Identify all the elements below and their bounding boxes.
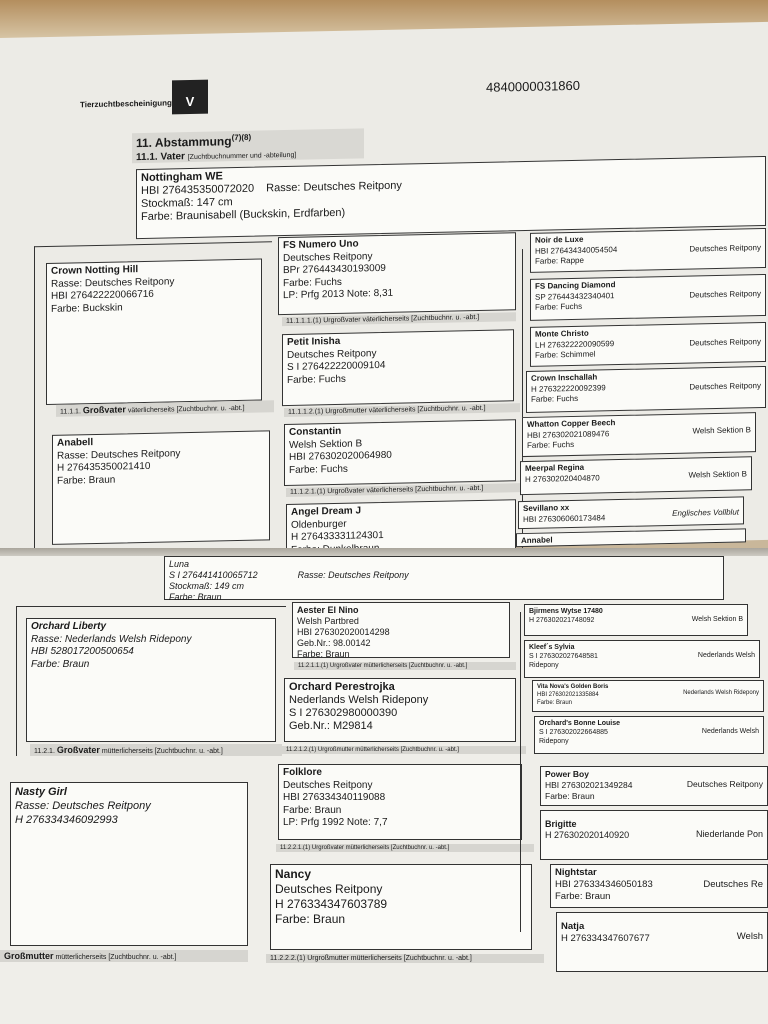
gm-vs-farbe: Farbe: Braun bbox=[57, 474, 116, 487]
top-g4-5-rasse: Welsh Sektion B bbox=[692, 425, 751, 436]
top-g4-7-ueln: HBI 276306060173484 bbox=[523, 512, 606, 524]
grossvater-ms-box bbox=[26, 618, 276, 742]
bot-g4-7-ueln: HBI 276334346050183 bbox=[555, 879, 653, 890]
abstammung-footnote: (7)(8) bbox=[231, 132, 252, 143]
ugm1-ueln: S I 276422220009104 bbox=[287, 359, 386, 373]
top-g4-4-name: Crown Inschallah bbox=[531, 372, 598, 383]
gm-ms-label-title: Großmutter bbox=[4, 951, 54, 961]
top-page bbox=[0, 22, 768, 556]
gv-vs-label-title: Großvater bbox=[82, 404, 126, 416]
urgrossvater-3-box bbox=[292, 602, 510, 658]
ugm3-gebnr: Geb.Nr.: M29814 bbox=[289, 720, 373, 732]
gm-vs-name: Anabell bbox=[57, 437, 94, 449]
ugm2-rasse: Oldenburger bbox=[291, 518, 347, 531]
urgrossvater-1-box bbox=[278, 232, 516, 315]
urgrossmutter-4-box bbox=[270, 864, 532, 950]
ugm1-rasse: Deutsches Reitpony bbox=[287, 347, 377, 361]
ururgross-top-1 bbox=[530, 228, 766, 273]
abstammung-title: 11. Abstammung bbox=[136, 134, 232, 151]
top-g4-4-ueln: H 276322220092399 bbox=[531, 382, 606, 394]
ugv3-name: Aester El Nino bbox=[297, 605, 359, 615]
top-g4-4-farbe: Farbe: Fuchs bbox=[531, 393, 579, 404]
ururgross-bot-3 bbox=[532, 680, 764, 712]
urgrossvater-1-label: 11.1.1.1.(1) Urgroßvater väterlicherseits [Zuchtbuchnr. u. -abt.] bbox=[282, 312, 516, 326]
gv-ms-rasse: Rasse: Nederlands Welsh Ridepony bbox=[31, 633, 192, 645]
ururgross-bot-7 bbox=[550, 864, 768, 908]
urgrossvater-2-label: 11.1.2.1.(1) Urgroßvater väterlicherseits [Zuchtbuchnr. u. -abt.] bbox=[286, 483, 520, 497]
mutter-ueln: S I 276441410065712 bbox=[169, 570, 258, 580]
bot-g4-4-farbe: Ridepony bbox=[539, 738, 569, 745]
urgrossmutter-4-label: 11.2.2.2.(1) Urgroßmutter mütterlicherseits [Zuchtbuchnr. u. -abt.] bbox=[266, 954, 544, 963]
top-g4-7-rasse: Englisches Vollblut bbox=[672, 507, 739, 518]
gm-ms-ueln: H 276334346092993 bbox=[15, 814, 118, 826]
ugm2-name: Angel Dream J bbox=[291, 505, 362, 518]
vater-farbe: Farbe: Braunisabell (Buckskin, Erdfarben) bbox=[141, 206, 346, 224]
ugv4-farbe: Farbe: Braun bbox=[283, 804, 342, 816]
bot-g4-5-ueln: HBI 276302021349284 bbox=[545, 780, 633, 790]
urgrossvater-4-box bbox=[278, 764, 522, 840]
bot-g4-2-name: Kleef´s Sylvia bbox=[529, 644, 575, 651]
ugm1-farbe: Farbe: Fuchs bbox=[287, 373, 346, 386]
top-g4-6-ueln: H 276302020404870 bbox=[525, 472, 600, 484]
gv-ms-label-num: 11.2.1. bbox=[34, 748, 55, 755]
ugv1-lp: LP: Prfg 2013 Note: 8,31 bbox=[283, 287, 394, 302]
top-g4-6-rasse: Welsh Sektion B bbox=[688, 469, 747, 480]
bot-g4-4-name: Orchard's Bonne Louise bbox=[539, 720, 621, 727]
ugm2-ueln: H 276433331124301 bbox=[291, 529, 384, 543]
urgrossvater-3-label: 11.2.1.1.(1) Urgroßvater mütterlicherseits [Zuchtbuchnr. u. -abt.] bbox=[294, 662, 516, 670]
bot-g4-6-name: Brigitte bbox=[545, 819, 577, 829]
doc-title: Tierzuchtbescheinigung bbox=[80, 98, 172, 110]
gv-vs-farbe: Farbe: Buckskin bbox=[51, 301, 123, 315]
ugv1-farbe: Farbe: Fuchs bbox=[283, 276, 342, 289]
bot-g4-8-rasse: Welsh bbox=[736, 931, 763, 942]
ururgross-top-3 bbox=[530, 322, 766, 367]
ugm3-name: Orchard Perestrojka bbox=[289, 681, 395, 693]
gm-ms-rasse: Rasse: Deutsches Reitpony bbox=[15, 800, 151, 812]
grossvater-vs-box bbox=[46, 259, 262, 406]
bot-g4-8-ueln: H 276334347607677 bbox=[561, 933, 650, 944]
ururgross-top-4 bbox=[526, 366, 766, 413]
top-g4-5-name: Whatton Copper Beech bbox=[527, 418, 616, 429]
ururgross-top-5 bbox=[522, 412, 756, 457]
bot-g4-1-rasse: Welsh Sektion B bbox=[691, 616, 743, 623]
top-g4-3-farbe: Farbe: Schimmel bbox=[535, 349, 596, 360]
tree-line bbox=[520, 612, 521, 932]
bot-g4-6-rasse: Niederlande Pon bbox=[695, 829, 763, 839]
vater-rasse: Rasse: Deutsches Reitpony bbox=[266, 179, 402, 195]
ururgross-bot-5 bbox=[540, 766, 768, 806]
gv-vs-label-num: 11.1.1. bbox=[60, 408, 81, 416]
top-g4-6-name: Meerpal Regina bbox=[525, 462, 585, 474]
bot-g4-5-rasse: Deutsches Reitpony bbox=[686, 779, 763, 789]
bot-g4-5-farbe: Farbe: Braun bbox=[545, 791, 595, 801]
bot-g4-7-name: Nightstar bbox=[555, 867, 597, 878]
ugv2-rasse: Welsh Sektion B bbox=[289, 437, 363, 451]
urgrossmutter-1-label: 11.1.1.2.(1) Urgroßmutter väterlicherseits [Zuchtbuchnr. u. -abt.] bbox=[284, 403, 520, 417]
ugm4-farbe: Farbe: Braun bbox=[275, 912, 346, 926]
bot-g4-3-farbe: Farbe: Braun bbox=[537, 700, 573, 706]
mutter-rasse: Rasse: Deutsches Reitpony bbox=[297, 570, 409, 580]
section-letter-badge: V bbox=[172, 80, 208, 115]
ugv4-rasse: Deutsches Reitpony bbox=[283, 779, 373, 791]
top-g4-2-farbe: Farbe: Fuchs bbox=[535, 301, 583, 312]
bot-g4-7-farbe: Farbe: Braun bbox=[555, 891, 611, 902]
urgrossmutter-1-box bbox=[282, 329, 514, 406]
ugv3-farbe: Farbe: Braun bbox=[297, 649, 350, 659]
ururgross-top-6 bbox=[520, 456, 752, 495]
gv-vs-rasse: Rasse: Deutsches Reitpony bbox=[51, 275, 175, 290]
gv-ms-label-title: Großvater bbox=[56, 745, 100, 755]
mutter-farbe: Farbe: Braun bbox=[169, 592, 222, 602]
gv-ms-name: Orchard Liberty bbox=[31, 621, 107, 632]
gv-ms-farbe: Farbe: Braun bbox=[31, 658, 90, 670]
gm-ms-label-rest: mütterlicherseits [Zuchtbuchnr. u. -abt.] bbox=[55, 954, 177, 961]
gv-vs-name: Crown Notting Hill bbox=[51, 264, 139, 277]
top-g4-1-ueln: HBI 276434340054504 bbox=[535, 244, 618, 256]
vater-title: 11.1. Vater bbox=[136, 151, 185, 164]
top-g4-3-ueln: LH 276322220090599 bbox=[535, 338, 615, 350]
bottom-page bbox=[0, 556, 768, 1024]
mutter-box bbox=[164, 556, 724, 600]
gm-vs-ueln: H 276435350021410 bbox=[57, 460, 151, 474]
vater-stockmass: Stockmaß: 147 cm bbox=[141, 196, 233, 211]
ugv2-farbe: Farbe: Fuchs bbox=[289, 463, 348, 476]
vater-ueln: HBI 276435350072020 bbox=[141, 182, 255, 198]
top-g4-5-farbe: Farbe: Fuchs bbox=[527, 439, 575, 450]
urgrossmutter-3-label: 11.2.1.2.(1) Urgroßmutter mütterlicherseits [Zuchtbuchnr. u. -abt.] bbox=[282, 746, 526, 754]
ugv1-rasse: Deutsches Reitpony bbox=[283, 250, 373, 264]
grossvater-ms-label bbox=[30, 744, 282, 756]
ururgross-bot-8 bbox=[556, 912, 768, 972]
ugv3-ueln: HBI 276302020014298 bbox=[297, 627, 390, 637]
bot-g4-3-name: Vita Nova's Golden Boris bbox=[537, 684, 609, 690]
bot-g4-1-ueln: H 276302021748092 bbox=[529, 617, 595, 624]
top-g4-1-rasse: Deutsches Reitpony bbox=[689, 243, 761, 254]
ururgross-top-2 bbox=[530, 274, 766, 321]
ugv2-name: Constantin bbox=[289, 425, 342, 438]
ugv1-name: FS Numero Uno bbox=[283, 238, 359, 252]
ugv4-lp: LP: Prfg 1992 Note: 7,7 bbox=[283, 817, 388, 828]
grossmutter-ms-label bbox=[0, 950, 248, 962]
top-g4-7-name: Sevillano xx bbox=[523, 503, 570, 514]
ururgross-top-8 bbox=[516, 528, 746, 547]
document-number: 4840000031860 bbox=[486, 77, 580, 95]
bot-g4-6-ueln: H 276302020140920 bbox=[545, 830, 630, 840]
gv-ms-label-rest: mütterlicherseits [Zuchtbuchnr. u. -abt.] bbox=[101, 748, 223, 755]
bot-g4-2-rasse: Nederlands Welsh bbox=[697, 652, 755, 659]
tree-line bbox=[34, 246, 35, 586]
abstammung-header bbox=[132, 128, 364, 163]
bot-g4-2-farbe: Ridepony bbox=[529, 662, 559, 669]
ugv1-ueln: BPr 276443430193009 bbox=[283, 262, 386, 277]
top-g4-4-rasse: Deutsches Reitpony bbox=[689, 381, 761, 392]
top-g4-2-rasse: Deutsches Reitpony bbox=[689, 289, 761, 300]
ururgross-bot-4 bbox=[534, 716, 764, 754]
vater-subtitle: [Zuchtbuchnummer und -abteilung] bbox=[187, 151, 297, 162]
ugv3-gebnr: Geb.Nr.: 98.00142 bbox=[297, 638, 371, 648]
bot-g4-3-ueln: HBI 276302021335884 bbox=[537, 692, 599, 698]
top-g4-5-ueln: HBI 276302021089476 bbox=[527, 428, 610, 440]
top-g4-1-name: Noir de Luxe bbox=[535, 234, 584, 245]
vater-box bbox=[136, 156, 766, 239]
grossmutter-vs-box bbox=[52, 430, 270, 545]
urgrossvater-2-box bbox=[284, 419, 516, 486]
top-g4-8-name: Annabel bbox=[521, 535, 553, 546]
gm-ms-name: Nasty Girl bbox=[15, 786, 67, 798]
ugm4-rasse: Deutsches Reitpony bbox=[275, 882, 383, 896]
tree-line bbox=[34, 241, 272, 247]
gm-vs-rasse: Rasse: Deutsches Reitpony bbox=[57, 447, 181, 462]
ugm3-ueln: S I 276302980000390 bbox=[289, 707, 398, 719]
bot-g4-4-ueln: S I 276302022664885 bbox=[539, 729, 608, 736]
ugv4-name: Folklore bbox=[283, 767, 322, 778]
bot-g4-3-rasse: Nederlands Welsh Ridepony bbox=[683, 690, 759, 696]
bot-g4-7-rasse: Deutsches Re bbox=[703, 879, 763, 890]
bot-g4-5-name: Power Boy bbox=[545, 769, 589, 779]
ugv2-ueln: HBI 276302020064980 bbox=[289, 449, 392, 463]
ugm4-ueln: H 276334347603789 bbox=[275, 897, 388, 911]
ugm4-name: Nancy bbox=[275, 867, 312, 881]
gv-ms-ueln: HBI 528017200500654 bbox=[31, 646, 134, 657]
gv-vs-label-rest: väterlicherseits [Zuchtbuchnr. u. -abt.] bbox=[127, 404, 245, 415]
top-g4-2-name: FS Dancing Diamond bbox=[535, 280, 616, 291]
ururgross-top-7 bbox=[518, 496, 744, 529]
mutter-name: Luna bbox=[169, 559, 190, 569]
ugv3-rasse: Welsh Partbred bbox=[297, 616, 359, 626]
ugv4-ueln: HBI 276334340119088 bbox=[283, 792, 386, 803]
top-g4-3-rasse: Deutsches Reitpony bbox=[689, 337, 761, 348]
ururgross-bot-6 bbox=[540, 810, 768, 860]
top-g4-2-ueln: SP 276443432340401 bbox=[535, 290, 615, 302]
tree-line bbox=[16, 606, 286, 607]
ururgross-bot-2 bbox=[524, 640, 760, 678]
ururgross-bot-1 bbox=[524, 604, 748, 636]
bot-g4-4-rasse: Nederlands Welsh bbox=[701, 728, 759, 735]
bot-g4-2-ueln: S I 276302027648581 bbox=[529, 653, 598, 660]
grossmutter-ms-box bbox=[10, 782, 248, 946]
ugm3-rasse: Nederlands Welsh Ridepony bbox=[289, 694, 429, 706]
urgrossmutter-3-box bbox=[284, 678, 516, 742]
top-g4-3-name: Monte Christo bbox=[535, 328, 589, 339]
gv-vs-ueln: HBI 276422220066716 bbox=[51, 288, 154, 302]
vater-name: Nottingham WE bbox=[141, 170, 223, 185]
top-g4-1-farbe: Farbe: Rappe bbox=[535, 255, 584, 266]
bot-g4-1-name: Bjirmens Wytse 17480 bbox=[529, 608, 603, 615]
urgrossvater-4-label: 11.2.2.1.(1) Urgroßvater mütterlicherseits [Zuchtbuchnr. u. -abt.] bbox=[276, 844, 534, 852]
mutter-stockmass: Stockmaß: 149 cm bbox=[169, 581, 245, 591]
tree-line bbox=[16, 606, 17, 756]
ugm1-name: Petit Inisha bbox=[287, 335, 341, 348]
bot-g4-8-name: Natja bbox=[561, 921, 585, 932]
